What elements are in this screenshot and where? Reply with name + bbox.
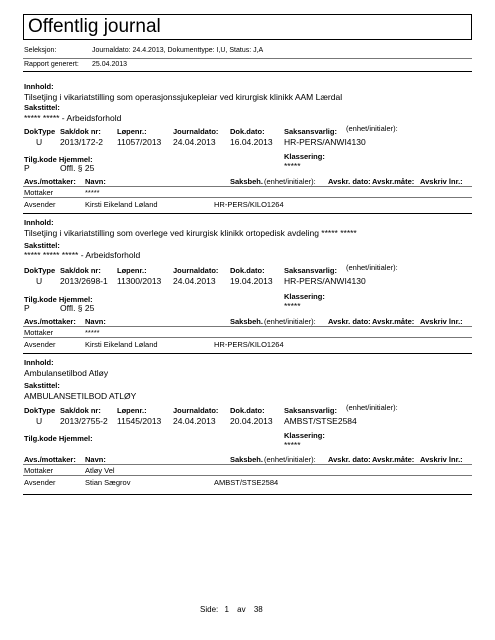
party-saksbeh: HR-PERS/KILO1264	[214, 200, 284, 209]
doktype-value: U	[36, 137, 43, 147]
avsmott-label: Avs./mottaker:	[24, 177, 76, 186]
page-title: Offentlig journal	[28, 16, 161, 37]
tilgkode-value: P	[24, 303, 30, 313]
lopenr-label: Løpenr.:	[117, 406, 147, 415]
report-value: 25.04.2013	[92, 61, 128, 68]
innhold-text: Ambulansetilbod Atløy	[24, 368, 109, 378]
party-name: Kirsti Eikeland Løland	[85, 200, 158, 209]
sakstittel-label: Sakstittel:	[24, 241, 60, 250]
enhet2-label: (enhet/initialer):	[264, 317, 316, 326]
party-saksbeh: HR-PERS/KILO1264	[214, 340, 284, 349]
enhet-label: (enhet/initialer):	[346, 403, 398, 412]
avskr-dato-label: Avskr. dato:	[328, 317, 371, 326]
sakstittel-text: ***** ***** ***** - Arbeidsforhold	[24, 250, 141, 260]
avskr-dato-label: Avskr. dato:	[328, 177, 371, 186]
party-role: Avsender	[24, 340, 56, 349]
divider	[23, 71, 472, 72]
party-name: Stian Sægrov	[85, 478, 131, 487]
klassering-label: Klassering:	[284, 292, 325, 301]
dokdato-label: Dok.dato:	[230, 127, 265, 136]
saksansvarlig-label: Saksansvarlig:	[284, 406, 337, 415]
party-name: Atløy Vel	[85, 466, 115, 475]
sakstittel-text: AMBULANSETILBOD ATLØY	[24, 391, 137, 401]
lopenr-value: 11545/2013	[117, 416, 162, 426]
divider	[23, 326, 472, 327]
avskr-mate-label: Avskr.måte:	[372, 455, 415, 464]
entry-divider	[23, 494, 472, 495]
tilgkode-label: Tilg.kode Hjemmel:	[24, 155, 93, 164]
party-role: Mottaker	[24, 188, 54, 197]
saksansvarlig-label: Saksansvarlig:	[284, 266, 337, 275]
innhold-label: Innhold:	[24, 82, 54, 91]
lopenr-label: Løpenr.:	[117, 127, 147, 136]
party-name: *****	[85, 328, 100, 337]
sakstittel-text: ***** ***** - Arbeidsforhold	[24, 113, 122, 123]
klassering-value: *****	[284, 301, 301, 311]
enhet-label: (enhet/initialer):	[346, 124, 398, 133]
journaldato-label: Journaldato:	[173, 127, 219, 136]
divider	[23, 197, 472, 198]
party-saksbeh: AMBST/STSE2584	[214, 478, 279, 487]
saksansvarlig-value: HR-PERS/ANWI4130	[284, 276, 366, 286]
avsmott-label: Avs./mottaker:	[24, 455, 76, 464]
lopenr-value: 11057/2013	[117, 137, 162, 147]
page-total: 38	[253, 605, 263, 614]
saknr-value: 2013/2755-2	[60, 416, 108, 426]
saknr-label: Sak/dok nr:	[60, 406, 101, 415]
avsmott-label: Avs./mottaker:	[24, 317, 76, 326]
divider	[23, 464, 472, 465]
party-role: Mottaker	[24, 328, 54, 337]
page-number: 1	[224, 605, 229, 614]
tilgkode-value: P	[24, 163, 30, 173]
selection-label: Seleksjon:	[24, 47, 57, 54]
doktype-label: DokType	[24, 127, 56, 136]
divider	[23, 186, 472, 187]
dokdato-value: 19.04.2013	[230, 276, 273, 286]
dokdato-label: Dok.dato:	[230, 266, 265, 275]
klassering-label: Klassering:	[284, 431, 325, 440]
saksansvarlig-value: AMBST/STSE2584	[284, 416, 357, 426]
innhold-label: Innhold:	[24, 218, 54, 227]
journaldato-label: Journaldato:	[173, 406, 219, 415]
saksbeh-label: Saksbeh.	[230, 455, 263, 464]
saksbeh-label: Saksbeh.	[230, 317, 263, 326]
avskriv-lnr-label: Avskriv lnr.:	[420, 317, 463, 326]
enhet2-label: (enhet/initialer):	[264, 177, 316, 186]
lopenr-label: Løpenr.:	[117, 266, 147, 275]
journaldato-label: Journaldato:	[173, 266, 219, 275]
doktype-label: DokType	[24, 406, 56, 415]
innhold-label: Innhold:	[24, 358, 54, 367]
klassering-label: Klassering:	[284, 152, 325, 161]
entry-divider	[23, 213, 472, 214]
navn-label: Navn:	[85, 317, 106, 326]
innhold-text: Tilsetjing i vikariatstilling som operasjonssjukepleiar ved kirurgisk klinikk AAM Lærdal	[24, 92, 343, 102]
journaldato-value: 24.04.2013	[173, 137, 216, 147]
navn-label: Navn:	[85, 177, 106, 186]
page-indicator	[200, 605, 263, 614]
saksansvarlig-label: Saksansvarlig:	[284, 127, 337, 136]
saksansvarlig-value: HR-PERS/ANWI4130	[284, 137, 366, 147]
tilgkode-label: Tilg.kode Hjemmel:	[24, 434, 93, 443]
innhold-text: Tilsetjing i vikariatstilling som overlege ved kirurgisk klinikk ortopedisk avdeling ***** *****	[24, 228, 357, 238]
entry-divider	[23, 353, 472, 354]
divider	[23, 475, 472, 476]
doktype-value: U	[36, 276, 43, 286]
hjemmel-value: Offl. § 25	[60, 303, 95, 313]
klassering-value: *****	[284, 440, 301, 450]
klassering-value: *****	[284, 161, 301, 171]
doktype-label: DokType	[24, 266, 56, 275]
side-label: Side:	[200, 605, 219, 614]
journaldato-value: 24.04.2013	[173, 276, 216, 286]
hjemmel-value: Offl. § 25	[60, 163, 95, 173]
avskr-mate-label: Avskr.måte:	[372, 177, 415, 186]
avskriv-lnr-label: Avskriv lnr.:	[420, 455, 463, 464]
party-name: *****	[85, 188, 100, 197]
sakstittel-label: Sakstittel:	[24, 381, 60, 390]
selection-value: Journaldato: 24.4.2013, Dokumenttype: I,U, Status: J,A	[92, 47, 264, 54]
enhet2-label: (enhet/initialer):	[264, 455, 316, 464]
journal-title-box	[23, 14, 472, 40]
saknr-label: Sak/dok nr:	[60, 266, 101, 275]
journaldato-value: 24.04.2013	[173, 416, 216, 426]
saknr-value: 2013/172-2	[60, 137, 104, 147]
saknr-label: Sak/dok nr:	[60, 127, 101, 136]
party-role: Mottaker	[24, 466, 54, 475]
av-label: av	[237, 605, 246, 614]
navn-label: Navn:	[85, 455, 106, 464]
doktype-value: U	[36, 416, 43, 426]
divider	[23, 337, 472, 338]
avskriv-lnr-label: Avskriv lnr.:	[420, 177, 463, 186]
dokdato-label: Dok.dato:	[230, 406, 265, 415]
avskr-mate-label: Avskr.måte:	[372, 317, 415, 326]
avskr-dato-label: Avskr. dato:	[328, 455, 371, 464]
dokdato-value: 20.04.2013	[230, 416, 273, 426]
saknr-value: 2013/2698-1	[60, 276, 108, 286]
tilgkode-label: Tilg.kode Hjemmel:	[24, 295, 93, 304]
saksbeh-label: Saksbeh.	[230, 177, 263, 186]
party-name: Kirsti Eikeland Løland	[85, 340, 158, 349]
party-role: Avsender	[24, 478, 56, 487]
divider	[23, 58, 472, 59]
enhet-label: (enhet/initialer):	[346, 263, 398, 272]
report-label: Rapport generert:	[24, 61, 79, 68]
sakstittel-label: Sakstittel:	[24, 103, 60, 112]
lopenr-value: 11300/2013	[117, 276, 162, 286]
party-role: Avsender	[24, 200, 56, 209]
dokdato-value: 16.04.2013	[230, 137, 273, 147]
